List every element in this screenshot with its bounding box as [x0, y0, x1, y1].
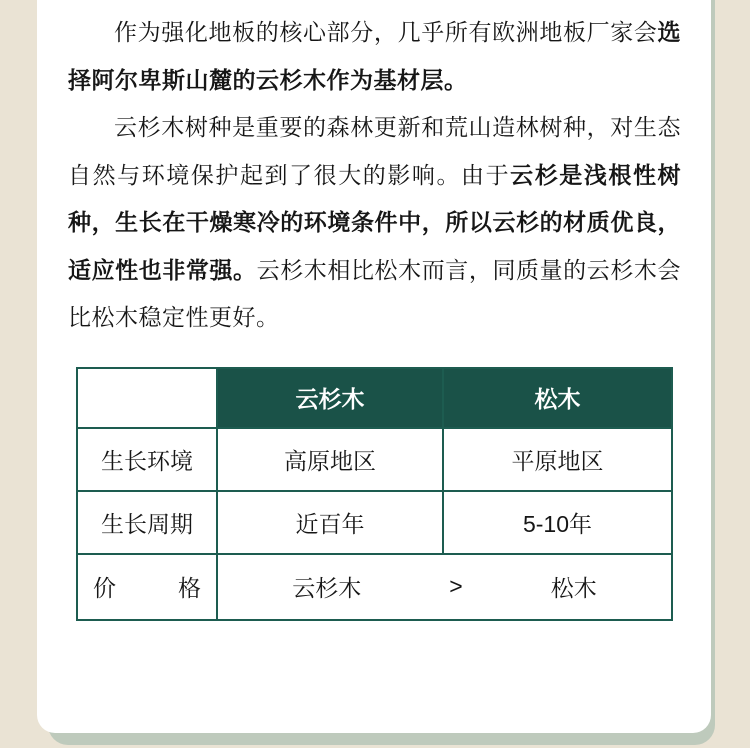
price-label-char: 格 — [178, 575, 201, 601]
table-header-row — [77, 368, 672, 428]
table-row — [77, 554, 672, 620]
row-label-price — [77, 554, 217, 620]
price-label-char: 价 — [93, 575, 116, 601]
content-card — [37, 0, 711, 733]
cell-pine-cycle: 5-10年 — [443, 491, 672, 554]
article — [68, 9, 681, 342]
price-label — [78, 570, 216, 603]
greater-than-sign: > — [449, 573, 463, 599]
price-pine: 松木 — [550, 575, 597, 601]
text-segment: 云杉木树种是重要的森林更新和荒山造林树种，对生态自然与环境保护起到了很大的影响。由于 — [68, 114, 681, 188]
row-label-growth-environment: 生长环境 — [77, 428, 217, 491]
cell-pine-environment: 平原地区 — [443, 428, 672, 491]
cell-spruce-environment: 高原地区 — [217, 428, 443, 491]
cell-spruce-cycle: 近百年 — [217, 491, 443, 554]
bold-text-segment: 云杉是浅根性树种，生长在干燥寒冷的环境条件中，所以云杉的材质优良，适应性也非常强。 — [68, 161, 681, 283]
table-header-pine: 松木 — [443, 368, 672, 428]
comparison-table — [76, 367, 673, 621]
price-comparison — [218, 570, 671, 603]
table-corner-cell — [77, 368, 217, 428]
paragraph — [68, 104, 681, 342]
row-label-growth-cycle: 生长周期 — [77, 491, 217, 554]
text-segment: 作为强化地板的核心部分，几乎所有欧洲地板厂家会 — [114, 19, 658, 45]
bold-text-segment: 选择阿尔卑斯山麓的云杉木作为基材层。 — [68, 19, 681, 93]
text-segment: 云杉木相比松木而言，同质量的云杉木会比松木稳定性更好。 — [68, 256, 682, 330]
paragraph — [68, 9, 681, 104]
table-header-spruce: 云杉木 — [217, 368, 443, 428]
table-row — [77, 428, 672, 491]
cell-price-comparison — [217, 554, 672, 620]
table-row — [77, 491, 672, 554]
price-spruce: 云杉木 — [292, 575, 362, 601]
